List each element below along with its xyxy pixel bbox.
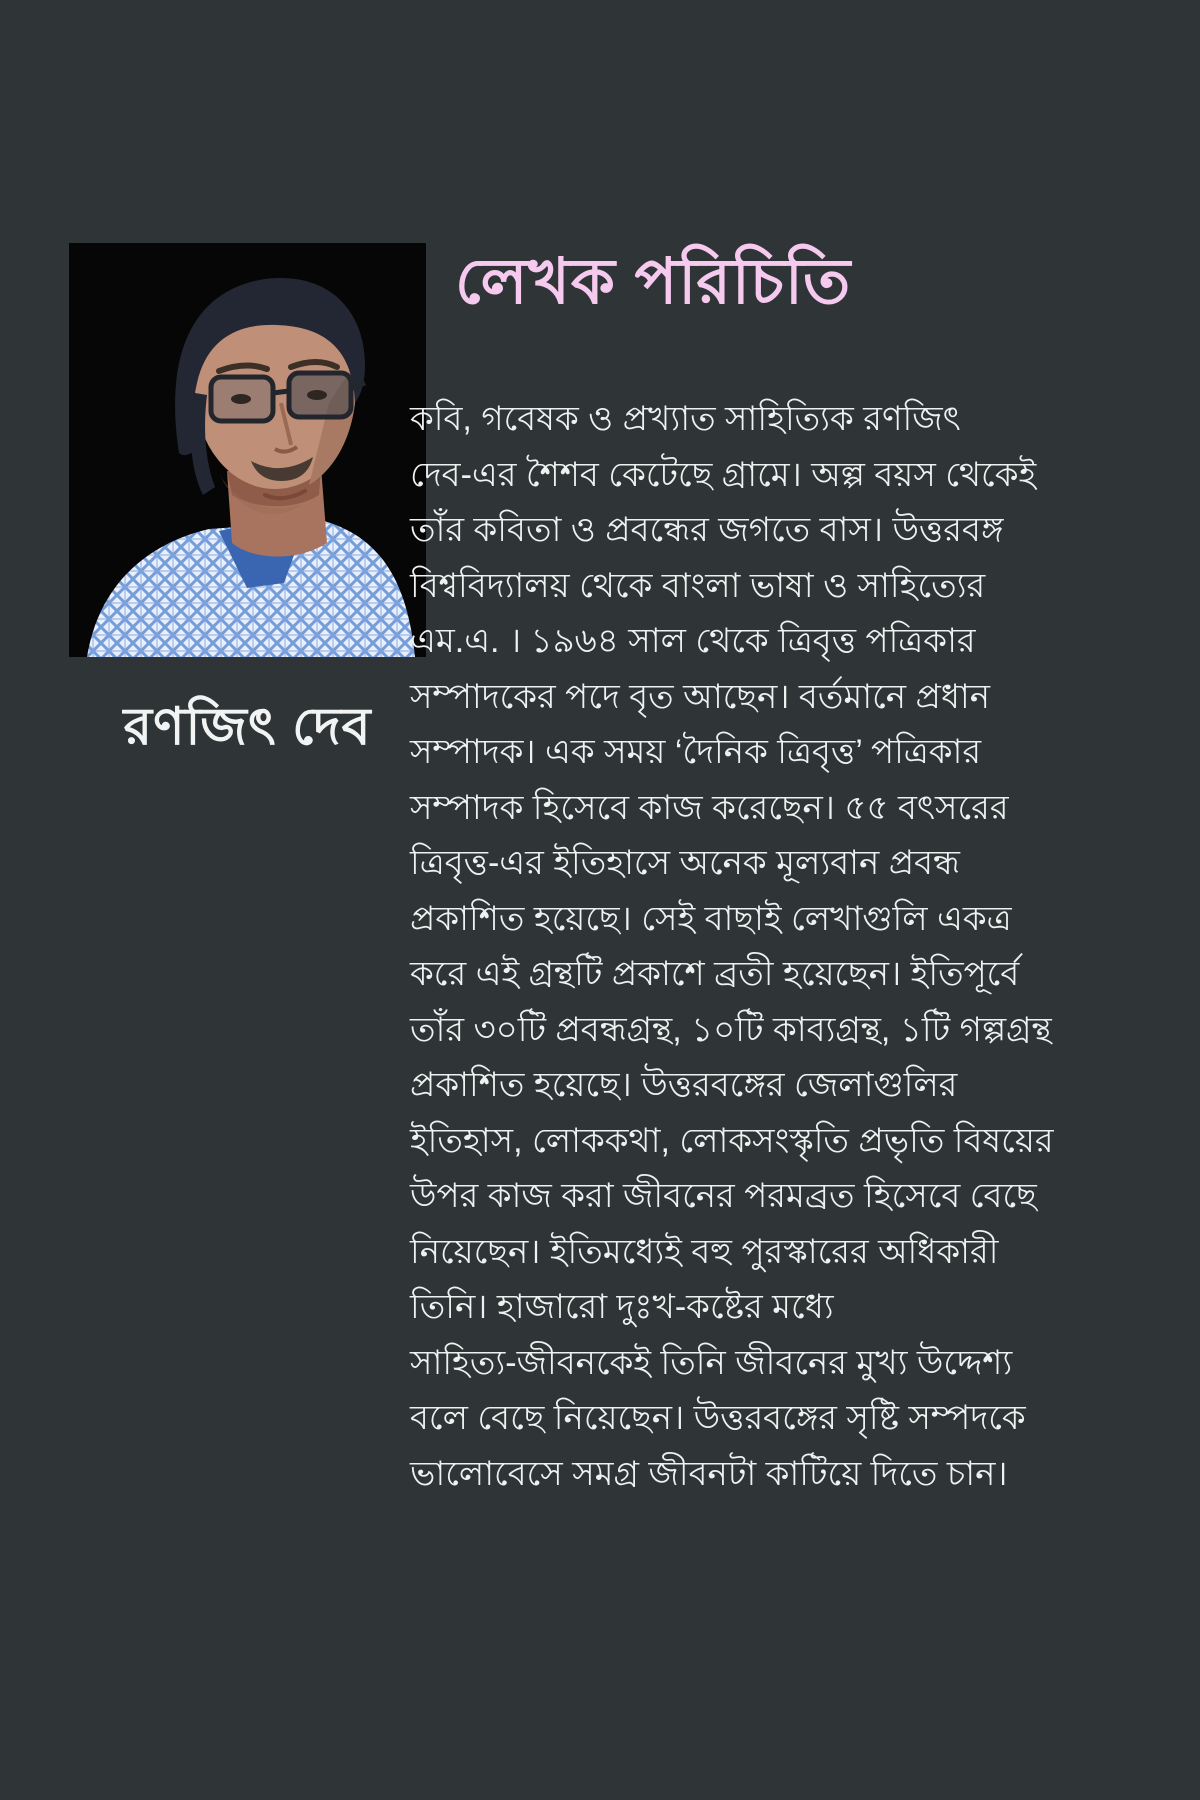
bio-line: তিনি। হাজারো দুঃখ-কষ্টের মধ্যে [410, 1288, 834, 1326]
author-photo [69, 243, 426, 657]
bio-line: প্রকাশিত হয়েছে। উত্তরবঙ্গের জেলাগুলির [410, 1066, 958, 1104]
bio-line: তাঁর ৩০টি প্রবন্ধগ্রন্থ, ১০টি কাব্যগ্রন্থ, ১টি গল্পগ্রন্থ [410, 1010, 1052, 1049]
bio-line: নিয়েছেন। ইতিমধ্যেই বহু পুরস্কারের অধিকারী [410, 1232, 999, 1271]
bio-line: উপর কাজ করা জীবনের পরমব্রত হিসেবে বেছে [410, 1177, 1037, 1215]
bio-line: করে এই গ্রন্থটি প্রকাশে ব্রতী হয়েছেন। ইতিপূর্বে [410, 955, 1020, 993]
bio-line: ইতিহাস, লোককথা, লোকসংস্কৃতি প্রভৃতি বিষয়ের [410, 1121, 1054, 1160]
bio-line: প্রকাশিত হয়েছে। সেই বাছাই লেখাগুলি একত্র [410, 899, 1012, 938]
bio-line: এম.এ. । ১৯৬৪ সাল থেকে ত্রিবৃত্ত পত্রিকার [410, 622, 976, 660]
bio-line: দেব-এর শৈশব কেটেছে গ্রামে। অল্প বয়স থেকেই [410, 455, 1037, 494]
bio-line: সম্পাদক হিসেবে কাজ করেছেন। ৫৫ বৎসরের [410, 788, 1009, 827]
author-bio [410, 392, 1070, 1502]
bio-line: ত্রিবৃত্ত-এর ইতিহাসে অনেক মূল্যবান প্রবন্ধ [410, 844, 960, 882]
bio-line: বিশ্ববিদ্যালয় থেকে বাংলা ভাষা ও সাহিত্যের [410, 566, 986, 605]
author-name: রণজিৎ দেব [123, 698, 372, 756]
bio-line: তাঁর কবিতা ও প্রবন্ধের জগতে বাস। উত্তরবঙ্গ [410, 511, 1004, 549]
bio-line: সম্পাদকের পদে বৃত আছেন। বর্তমানে প্রধান [410, 677, 991, 716]
author-portrait-illustration [69, 243, 426, 657]
bio-line: সম্পাদক। এক সময় ‘দৈনিক ত্রিবৃত্ত’ পত্রিকার [410, 733, 982, 771]
bio-line: ভালোবেসে সমগ্র জীবনটা কাটিয়ে দিতে চান। [410, 1454, 1008, 1493]
bio-line: সাহিত্য-জীবনকেই তিনি জীবনের মুখ্য উদ্দেশ্য [410, 1343, 1013, 1382]
bio-line: বলে বেছে নিয়েছেন। উত্তরবঙ্গের সৃষ্টি সম্পদকে [410, 1399, 1026, 1437]
bio-line: কবি, গবেষক ও প্রখ্যাত সাহিত্যিক রণজিৎ [410, 400, 961, 438]
page-title: লেখক পরিচিতি [455, 247, 852, 317]
